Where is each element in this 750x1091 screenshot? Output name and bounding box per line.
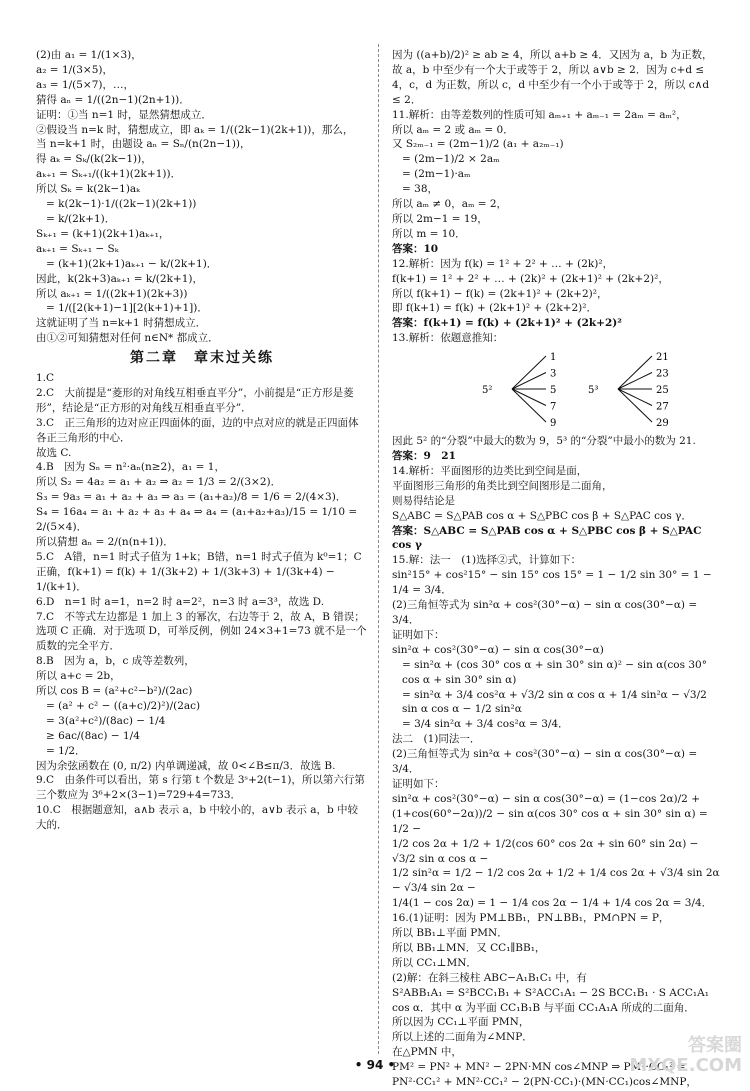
text-line: 则易得结论是 (392, 494, 455, 507)
text-line: (2)解：在斜三棱柱 ABC−A₁B₁C₁ 中，有 (392, 971, 587, 984)
tree-branch (512, 356, 546, 389)
text-line: 9.C 由条件可以看出，第 s 行第 t 个数是 3ˢ+2(t−1)，所以第六行第三个数应为 3⁶+2×(3−1)=729+4=733． (36, 774, 365, 802)
chapter-title: 第二章 章末过关练 (130, 350, 274, 367)
text-line: 猜得 aₙ = 1/((2n−1)(2n+1))． (36, 93, 190, 106)
text-line: 所以 BB₁⊥平面 PMN． (392, 927, 508, 940)
text-line: 答案：S△ABC = S△PAB cos α + S△PBC cos β + S△PAC cos γ (392, 524, 702, 552)
text-line: a₃ = 1/(5×7)，…， (36, 78, 135, 91)
text-line: S₃ = 9a₃ = a₁ + a₂ + a₃ ⇒ a₃ = (a₁+a₂)/8 = 1/6 = 2/(4×3)． (36, 491, 347, 504)
text-line: aₖ₊₁ = Sₖ₊₁ − Sₖ (36, 242, 119, 255)
text-line: 因为 ((a+b)/2)² ≥ ab ≥ 4，所以 a+b ≥ 4．又因为 a，b 为正数，故 a，b 中至少有一个大于或等于 2，所以 a∨b ≥ 2．因为 c+d ≤ 4，c，d 为正数，所以 c，d 中至少有一个小于或等于 2，所以 c∧d ≤ 2． (392, 49, 713, 106)
text-line: 在△PMN 中， (392, 1046, 462, 1059)
text-line: 所以猜想 aₙ = 2/(n(n+1))． (36, 535, 174, 548)
text-line: = 1/2． (46, 744, 86, 757)
text-line: = 3(a²+c²)/(8ac) − 1/4 (46, 714, 166, 727)
text-line: S²ABB₁A₁ = S²BCC₁B₁ + S²ACC₁A₁ − 2S BCC₁B₁ · S ACC₁A₁ cos α．其中 α 为平面 CC₁B₁B 与平面 CC₁A₁A 所成的二面角． (392, 986, 709, 1014)
text-line: 所以 cos B = (a²+c²−b²)/(2ac) (36, 685, 193, 698)
text-line: ≥ 6ac/(8ac) − 1/4 (46, 729, 140, 742)
text-line: 证明：①当 n=1 时，显然猜想成立． (36, 108, 212, 121)
text-line: 6.D n=1 时 a=1，n=2 时 a=2²，n=3 时 a=3³，故选 D. (36, 595, 325, 608)
text-line: = 1/([2(k+1)−1][2(k+1)+1])． (46, 302, 208, 315)
text-line: 当 n=k+1 时，由题设 aₙ = Sₙ/(n(2n−1))， (36, 138, 251, 151)
text-line: 1/2 cos 2α + 1/2 + 1/2(cos 60° cos 2α + sin 60° sin 2α) − √3/2 sin α cos α − (392, 837, 699, 865)
text-line: (2)由 a₁ = 1/(1×3)， (36, 49, 142, 61)
split-tree-figure (392, 348, 720, 430)
text-line: f(k+1) = 1² + 2² + … + (2k)² + (2k+1)² + (2k+2)²， (392, 272, 669, 285)
text-line: 11.解析：由等差数列的性质可知 aₘ₊₁ + aₘ₋₁ = 2aₘ = aₘ²， (392, 108, 687, 121)
text-line: = (2m−1)/2 × 2aₘ (402, 153, 500, 166)
text-line: = (a² + c² − ((a+c)/2)²)/(2ac) (46, 699, 201, 712)
text-line: 所以 S₂ = 4a₂ = a₁ + a₂ ⇒ a₂ = 1/3 = 2/(3×2)． (36, 476, 282, 489)
text-line: 10.C 根据题意知，a∧b 表示 a，b 中较小的，a∨b 表示 a，b 中较大的． (36, 804, 359, 832)
right-tree (588, 352, 669, 429)
text-line: 所以上述的二面角为∠MNP． (392, 1031, 533, 1044)
text-line: 由①②可知猜想对任何 n∈N* 都成立． (36, 332, 219, 345)
text-line: = sin²α + 3/4 cos²α + √3/2 sin α cos α + 1/4 sin²α − √3/2 sin α cos α − 1/2 sin²α (402, 688, 707, 716)
text-line: 故选 C. (36, 446, 72, 459)
tree-branch (618, 389, 652, 422)
text-line: 平面图形三角形的角类比到空间图形是二面角， (392, 479, 613, 492)
text-line: sin²15° + cos²15° − sin 15° cos 15° = 1 − 1/2 sin 30° = 1 − 1/4 = 3/4． (392, 569, 712, 597)
left-answers-block (36, 371, 368, 833)
tree-leaf-left: 3 (550, 368, 557, 380)
tree-leaf-left: 7 (550, 401, 557, 413)
text-line: 因为余弦函数在 (0, π/2) 内单调递减，故 0<∠B≤π/3．故选 B. (36, 759, 336, 772)
text-line: ②假设当 n=k 时，猜想成立，即 aₖ = 1/((2k−1)(2k+1))，那么， (36, 123, 354, 136)
tree-branch (512, 373, 546, 390)
text-line: = sin²α + (cos 30° cos α + sin 30° sin α)² − sin α(cos 30° cos α + sin 30° sin α) (402, 658, 707, 686)
tree-leaf-right: 27 (656, 401, 669, 413)
text-line: 13.解析：依题意推知： (392, 332, 504, 345)
text-line: 1/2 sin²α = 1/2 − 1/2 cos 2α + 1/2 + 1/4 cos 2α + √3/4 sin 2α − √3/4 sin 2α − (392, 867, 720, 895)
text-line: 因此，k(2k+3)aₖ₊₁ = k/(2k+1)， (36, 272, 204, 285)
left-tree (482, 352, 556, 429)
text-line: 1/4(1 − cos 2α) = 1 − 1/4 cos 2α − 1/4 + 1/4 cos 2α = 3/4． (392, 897, 713, 910)
split-tree-svg (392, 348, 720, 430)
tree-branch (618, 373, 652, 390)
text-line: 所以 a+c = 2b， (36, 670, 121, 683)
text-line: 因此 5² 的“分裂”中最大的数为 9，5³ 的“分裂”中最小的数为 21. (392, 435, 696, 448)
text-line: 证明如下： (392, 777, 445, 790)
right-column (392, 48, 720, 1090)
text-line: 所以因为 CC₁⊥平面 PMN， (392, 1016, 530, 1029)
text-line: 即 f(k+1) = f(k) + (2k+1)² + (2k+2)²． (392, 302, 597, 315)
tree-branch (512, 389, 546, 422)
tree-leaf-right: 25 (656, 385, 669, 397)
text-line: 8.B 因为 a，b，c 成等差数列， (36, 655, 195, 668)
text-line: 所以 m = 10． (392, 227, 466, 240)
text-line: = (2m−1)·aₘ (402, 168, 471, 181)
text-line: 所以 f(k+1) − f(k) = (2k+1)² + (2k+2)²， (392, 287, 608, 300)
text-line: S△ABC = S△PAB cos α + S△PBC cos β + S△PAC cos γ． (392, 509, 692, 522)
right-bottom-block (392, 434, 720, 1090)
text-line: = 3/4 sin²α + 3/4 cos²α = 3/4． (402, 718, 569, 731)
left-intro-block (36, 48, 368, 346)
right-top-block (392, 48, 720, 346)
text-line: 所以 aₖ₊₁ = 1/((2k+1)(2k+3)) (36, 287, 188, 300)
text-line: 16.(1)证明：因为 PM⊥BB₁，PN⊥BB₁，PM∩PN = P， (392, 912, 670, 925)
text-line: S₄ = 16a₄ = a₁ + a₂ + a₃ + a₄ ⇒ a₄ = (a₁+a₂+a₃)/15 = 1/10 = 2/(5×4)． (36, 506, 358, 534)
text-line: 2.C 大前提是“菱形的对角线互相垂直平分”，小前提是“正方形是菱形”，结论是“正方形的对角线互相垂直平分”． (36, 386, 354, 414)
tree-leaf-left: 1 (550, 352, 557, 364)
tree-root-label-right: 5³ (588, 385, 599, 397)
text-line: 所以 aₘ = 2 或 aₘ = 0． (392, 123, 514, 136)
text-line: 所以 2m−1 = 19， (392, 212, 488, 225)
tree-leaf-right: 23 (656, 368, 669, 380)
text-line: 3.C 正三角形的边对应正四面体的面，边的中点对应的就是正四面体各正三角形的中心． (36, 416, 359, 444)
text-line: a₂ = 1/(3×5)， (36, 63, 114, 76)
tree-root-label-left: 5² (482, 385, 493, 397)
text-line: sin²α + cos²(30°−α) − sin α cos(30°−α) (392, 643, 604, 656)
text-line: 12.解析：因为 f(k) = 1² + 2² + … + (2k)²， (392, 257, 614, 270)
text-line: sin²α + cos²(30°−α) − sin α cos(30°−α) = (1−cos 2α)/2 + (1+cos(60°−2α))/2 − sin α(cos 30° cos α + sin 30° sin α) = 1/2 − (392, 792, 708, 835)
tree-branch (512, 389, 546, 406)
tree-leaf-left: 9 (550, 418, 557, 430)
text-line: 1.C (36, 372, 55, 384)
text-line: = (k+1)(2k+1)aₖ₊₁ − k/(2k+1)． (46, 257, 218, 270)
text-line: aₖ₊₁ = Sₖ₊₁/((k+1)(2k+1))． (36, 168, 182, 181)
text-line: 7.C 不等式左边都是 1 加上 3 的幂次，右边等于 2，故 A，B 错误；选项 C 正确．对于选项 D，可举反例，例如 24×3+1=73 就不是一个质数的完全平方． (36, 610, 367, 653)
text-line: 答案：f(k+1) = f(k) + (2k+1)² + (2k+2)² (392, 317, 622, 330)
text-line: = k/(2k+1)． (46, 212, 116, 225)
text-line: 14.解析：平面图形的边类比到空间是面， (392, 464, 588, 477)
tree-leaf-left: 5 (550, 385, 557, 397)
text-line: 15.解：法一 (1)选择②式，计算如下： (392, 554, 582, 567)
text-line: (2)三角恒等式为 sin²α + cos²(30°−α) − sin α cos(30°−α) = 3/4． (392, 748, 698, 776)
tree-branch (618, 389, 652, 406)
tree-leaf-right: 21 (656, 352, 669, 364)
text-line: 所以 CC₁⊥MN． (392, 956, 477, 969)
text-line: PM² = PN² + MN² − 2PN·MN cos∠MNP ⇒ PM²·CC₁² = PN²·CC₁² + MN²·CC₁² − 2(PN·CC₁)·(MN·CC₁)cos∠MNP， (392, 1061, 697, 1089)
text-line: 证明如下： (392, 628, 445, 641)
text-line: 答案：9 21 (392, 450, 456, 463)
text-line: = 38， (402, 183, 438, 196)
text-line: 答案：10 (392, 242, 439, 255)
text-line: 所以 Sₖ = k(2k−1)aₖ (36, 183, 141, 196)
watermark-logo: 答案圈 MXQE.COM (629, 1035, 742, 1076)
text-line: 法二 (1)同法一． (392, 733, 481, 746)
text-line: (2)三角恒等式为 sin²α + cos²(30°−α) − sin α cos(30°−α) = 3/4． (392, 599, 698, 626)
text-line: 4.B 因为 Sₙ = n²·aₙ(n≥2)，a₁ = 1， (36, 461, 225, 474)
text-line: 又 S₂ₘ₋₁ = (2m−1)/2 (a₁ + a₂ₘ₋₁) (392, 138, 564, 151)
text-line: Sₖ₊₁ = (k+1)(2k+1)aₖ₊₁， (36, 227, 170, 240)
text-line: 这就证明了当 n=k+1 时猜想成立． (36, 317, 207, 330)
tree-leaf-right: 29 (656, 418, 669, 430)
text-line: 所以 BB₁⊥MN．又 CC₁∥BB₁， (392, 941, 546, 954)
text-line: = k(2k−1)·1/((2k−1)(2k+1)) (46, 198, 197, 211)
text-line: 所以 aₘ ≠ 0，aₘ = 2， (392, 198, 508, 211)
tree-branch (618, 356, 652, 389)
text-line: 5.C A错，n=1 时式子值为 1+k；B错，n=1 时式子值为 k⁰=1；C正确，f(k+1) = f(k) + 1/(3k+2) + 1/(3k+3) + 1/(3k+4) − 1/(k+1)． (36, 550, 362, 593)
column-divider (378, 44, 379, 1054)
page-number: • 94 • (354, 1058, 396, 1072)
text-line: 得 aₖ = Sₖ/(k(2k−1))， (36, 153, 152, 166)
left-column (36, 48, 368, 833)
